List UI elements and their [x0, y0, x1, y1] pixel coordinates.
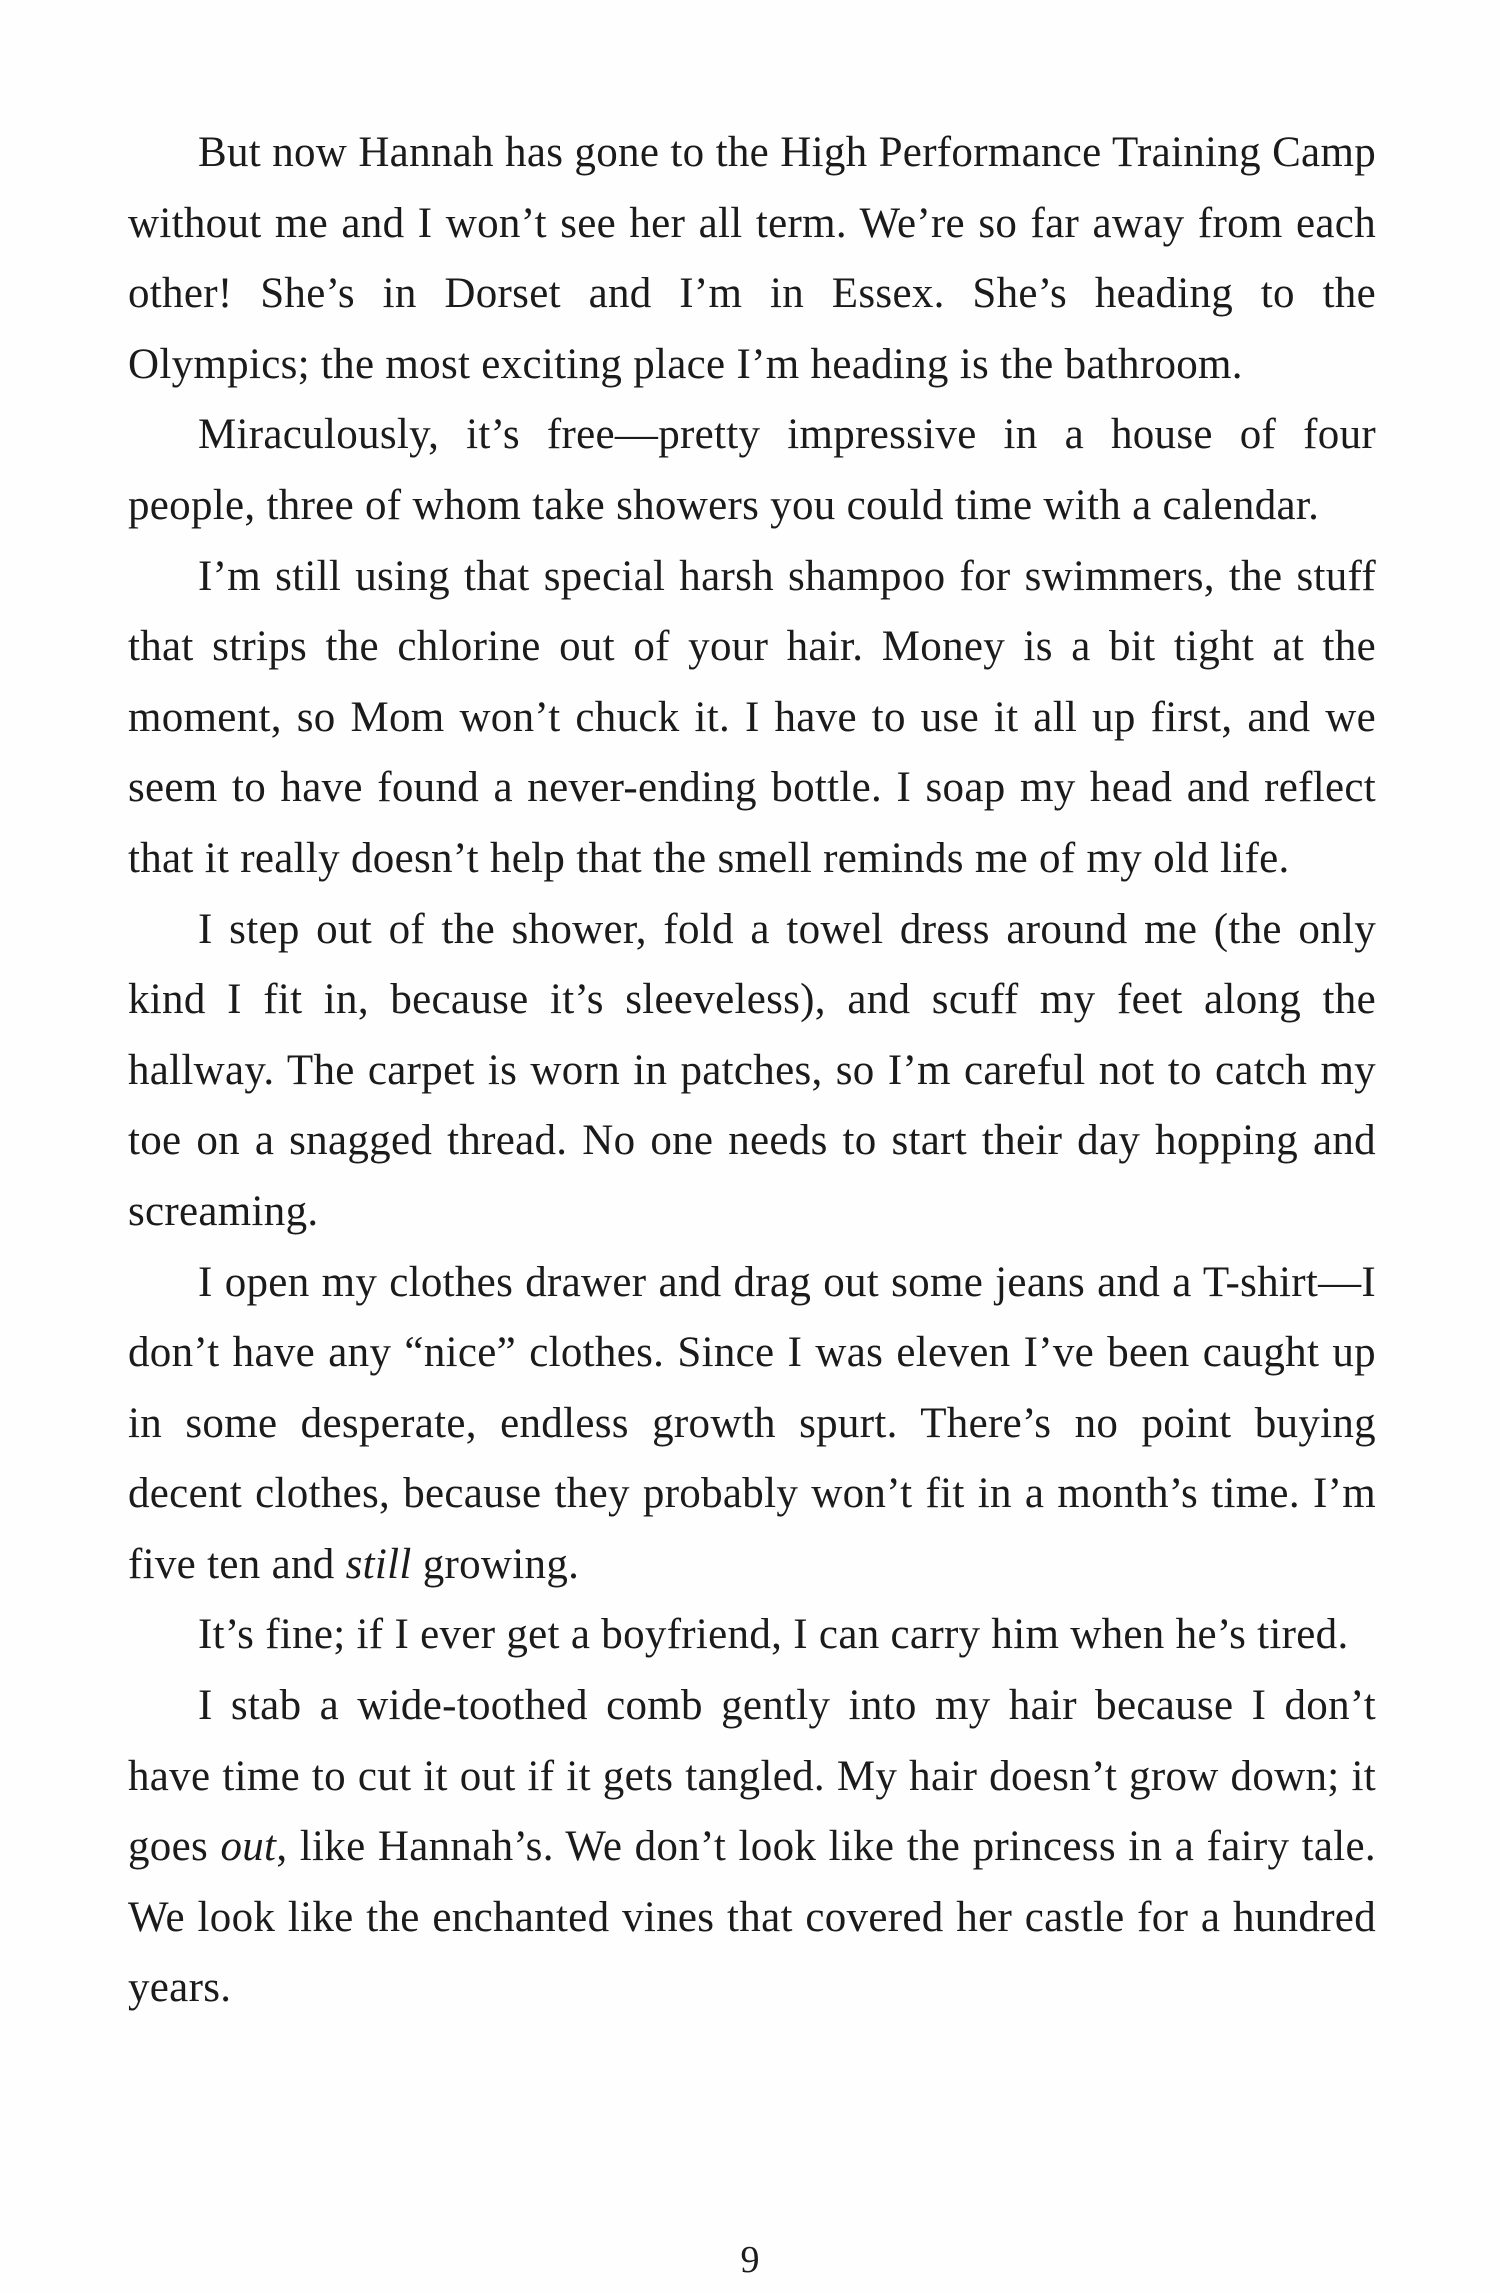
- page-number: 9: [740, 2239, 760, 2281]
- italic-emphasis: still: [345, 1540, 412, 1588]
- paragraph: I’m still using that special harsh shampoo for swimmers, the stuff that strips the chlorine out of your hair. Money is a bit tight at the moment, so Mom won’t chuck it. I have to use it all up first, and we seem to have found a never-ending bottle. I soap my head and reflect that it really doesn’t help that the smell reminds me of my old life.: [128, 552, 1376, 882]
- paragraph: It’s fine; if I ever get a boyfriend, I can carry him when he’s tired.: [198, 1611, 1349, 1659]
- paragraph: I open my clothes drawer and drag out some jeans and a T-shirt—I don’t have any “nice” clothes. Since I was eleven I’ve been caught up in some desperate, endless growth spurt. There’s no point buying decent clothes, because they probably won’t fit in a month’s time. I’m five ten and still growing.: [128, 1258, 1376, 1588]
- italic-emphasis: out: [220, 1823, 277, 1871]
- paragraph: But now Hannah has gone to the High Performance Training Camp without me and I won’t see her all term. We’re so far away from each other! She’s in Dorset and I’m in Essex. She’s heading to the Olympics; the most exciting place I’m heading is the bathroom.: [128, 129, 1376, 388]
- paragraph: I stab a wide-toothed comb gently into my hair because I don’t have time to cut it out if it gets tangled. My hair doesn’t grow down; it goes out, like Hannah’s. We don’t look like the princess in a fairy tale. We look like the enchanted vines that covered her castle for a hundred years.: [128, 1682, 1376, 2012]
- body-text: [128, 118, 1376, 2024]
- paragraph: Miraculously, it’s free—pretty impressive in a house of four people, three of whom take showers you could time with a calendar.: [128, 411, 1376, 529]
- paragraph: I step out of the shower, fold a towel dress around me (the only kind I fit in, because it’s sleeveless), and scuff my feet along the hallway. The carpet is worn in patches, so I’m careful not to catch my toe on a snagged thread. No one needs to start their day hopping and screaming.: [128, 905, 1376, 1235]
